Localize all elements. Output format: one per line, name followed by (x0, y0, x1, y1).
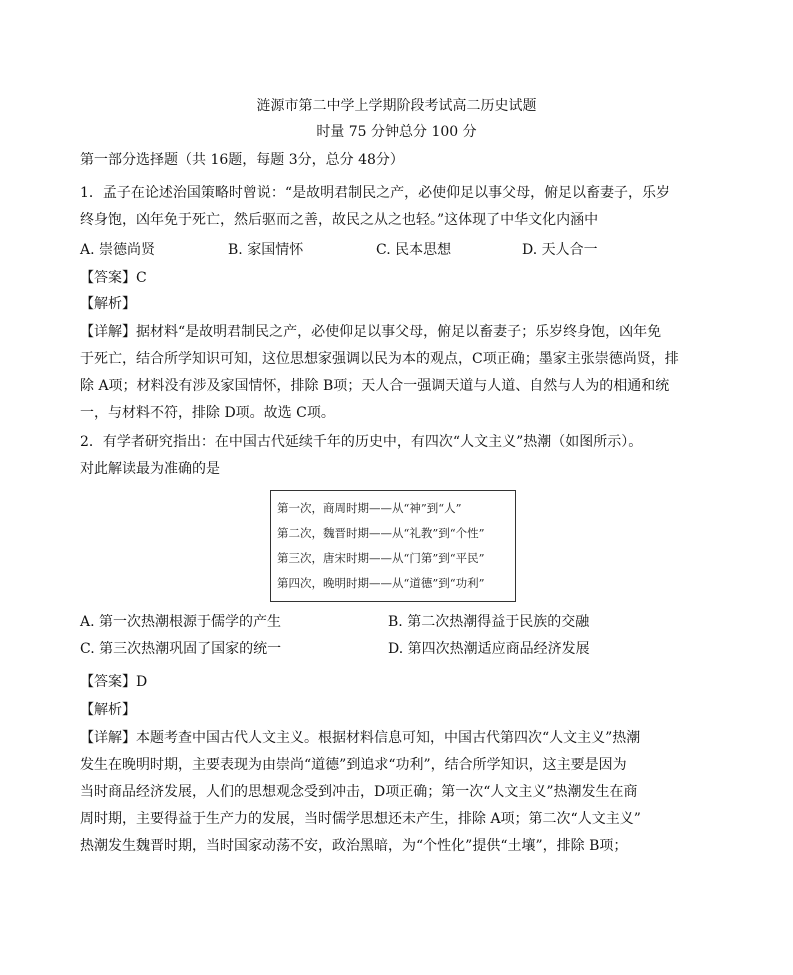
q1-option-d: D. 天人合一 (522, 242, 598, 258)
figure-line-2: 第二次，魏晋时期——从“礼教”到“个性” (277, 526, 485, 540)
q1-detail-line-2: 于死亡，结合所学知识可知，这位思想家强调以民为本的观点，C项正确；墨家主张崇德尚贤，排 (80, 351, 679, 367)
humanism-waves-figure (270, 490, 516, 602)
q1-analysis-label: 【解析】 (80, 296, 136, 312)
q2-option-b: B. 第二次热潮得益于民族的交融 (388, 614, 590, 630)
q1-option-a: A. 崇德尚贤 (80, 242, 156, 258)
section-title: 第一部分选择题（共 16题，每题 3分，总分 48分） (80, 152, 404, 168)
q2-detail-line-2: 发生在晚明时期，主要表现为由崇尚“道德”到追求“功利”，结合所学知识，这主要是因为 (80, 757, 627, 773)
q2-option-a: A. 第一次热潮根源于儒学的产生 (80, 614, 282, 630)
q2-option-d: D. 第四次热潮适应商品经济发展 (388, 641, 590, 657)
q2-option-c: C. 第三次热潮巩固了国家的统一 (80, 641, 282, 657)
exam-title: 涟源市第二中学上学期阶段考试高二历史试题 (256, 98, 537, 114)
q2-stem-line-1: 2．有学者研究指出：在中国古代延续千年的历史中，有四次“人文主义”热潮（如图所示）。 (80, 434, 643, 450)
exam-subtitle: 时量 75 分钟总分 100 分 (316, 124, 477, 140)
q1-stem-line-1: 1．孟子在论述治国策略时曾说：“是故明君制民之产，必使仰足以事父母，俯足以畜妻子，乐岁 (80, 185, 671, 201)
q2-detail-line-4: 周时期，主要得益于生产力的发展，当时儒学思想还未产生，排除 A项；第二次“人文主义” (80, 811, 641, 827)
q1-option-b: B. 家国情怀 (228, 242, 304, 258)
q1-answer: 【答案】C (80, 270, 147, 286)
q2-detail-line-5: 热潮发生魏晋时期，当时国家动荡不安，政治黑暗，为“个性化”提供“土壤”，排除 B项； (80, 838, 628, 854)
q2-answer: 【答案】D (80, 674, 148, 690)
q1-detail-line-4: 一，与材料不符，排除 D项。故选 C项。 (80, 405, 335, 421)
q1-detail-line-3: 除 A项；材料没有涉及家国情怀，排除 B项；天人合一强调天道与人道、自然与人为的相通和统 (80, 378, 670, 394)
figure-line-4: 第四次，晚明时期——从“道德”到“功利” (277, 576, 485, 590)
q1-detail-line-1: 【详解】据材料“是故明君制民之产，必使仰足以事父母，俯足以畜妻子；乐岁终身饱，凶年免 (80, 324, 662, 340)
q1-stem-line-2: 终身饱，凶年免于死亡，然后驱而之善，故民之从之也轻。”这体现了中华文化内涵中 (80, 212, 599, 228)
figure-line-3: 第三次，唐宋时期——从“门第”到“平民” (277, 551, 485, 565)
q2-detail-line-1: 【详解】本题考查中国古代人文主义。根据材料信息可知，中国古代第四次“人文主义”热潮 (80, 730, 641, 746)
q1-option-c: C. 民本思想 (376, 242, 452, 258)
q2-detail-line-3: 当时商品经济发展，人们的思想观念受到冲击，D项正确；第一次“人文主义”热潮发生在商 (80, 784, 638, 800)
q2-analysis-label: 【解析】 (80, 702, 136, 718)
figure-line-1: 第一次，商周时期——从“神”到“人” (277, 501, 462, 515)
q2-stem-line-2: 对此解读最为准确的是 (80, 461, 220, 477)
